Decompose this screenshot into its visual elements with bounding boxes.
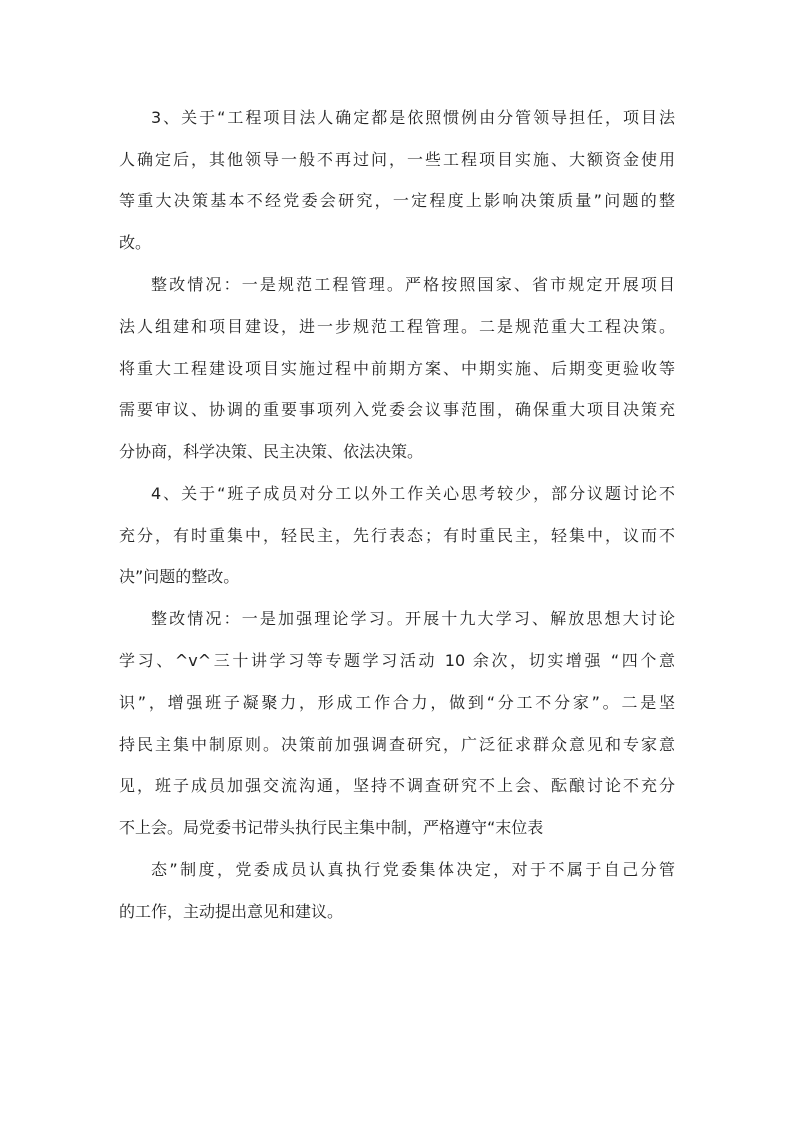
paragraph-2-line-1: 整改情况：一是规范工程管理。严格按照国家、省市规定开展项目 <box>151 275 675 294</box>
paragraph-4-line-5: 见，班子成员加强交流沟通，坚持不调查研究不上会、酝酿讨论不充分 <box>119 776 675 795</box>
paragraph-3-line-2: 充分，有时重集中，轻民主，先行表态；有时重民主，轻集中，议而不 <box>119 526 675 545</box>
paragraph-5-line-2: 的工作，主动提出意见和建议。 <box>119 902 344 921</box>
paragraph-4-line-1: 整改情况：一是加强理论学习。开展十九大学习、解放思想大讨论 <box>151 609 675 628</box>
paragraph-1-line-1: 3、关于“工程项目法人确定都是依照惯例由分管领导担任，项目法 <box>151 108 675 127</box>
paragraph-5-line-1: 态”制度，党委成员认真执行党委集体决定，对于不属于自己分管 <box>151 860 675 879</box>
paragraph-4-line-3: 识”，增强班子凝聚力，形成工作合力，做到“分工不分家”。二是坚 <box>119 693 675 712</box>
paragraph-2-line-2: 法人组建和项目建设，进一步规范工程管理。二是规范重大工程决策。 <box>119 317 675 336</box>
paragraph-2-line-3: 将重大工程建设项目实施过程中前期方案、中期实施、后期变更验收等 <box>119 359 675 378</box>
paragraph-2-line-4: 需要审议、协调的重要事项列入党委会议事范围，确保重大项目决策充 <box>119 400 675 419</box>
paragraph-4-line-2: 学习、^v^三十讲学习等专题学习活动 10 余次，切实增强 “四个意 <box>119 651 675 670</box>
paragraph-1-line-3: 等重大决策基本不经党委会研究，一定程度上影响决策质量”问题的整 <box>119 191 675 210</box>
paragraph-2-line-5: 分协商，科学决策、民主决策、依法决策。 <box>119 442 424 461</box>
paragraph-3-line-1: 4、关于“班子成员对分工以外工作关心思考较少，部分议题讨论不 <box>151 484 675 503</box>
paragraph-3-line-3: 决”问题的整改。 <box>119 567 240 586</box>
paragraph-4-line-6: 不上会。局党委书记带头执行民主集中制，严格遵守“末位表 <box>119 818 544 837</box>
paragraph-4-line-4: 持民主集中制原则。决策前加强调查研究，广泛征求群众意见和专家意 <box>119 735 675 754</box>
paragraph-1-line-2: 人确定后，其他领导一般不再过问，一些工程项目实施、大额资金使用 <box>119 150 675 169</box>
paragraph-1-line-4: 改。 <box>119 233 152 252</box>
